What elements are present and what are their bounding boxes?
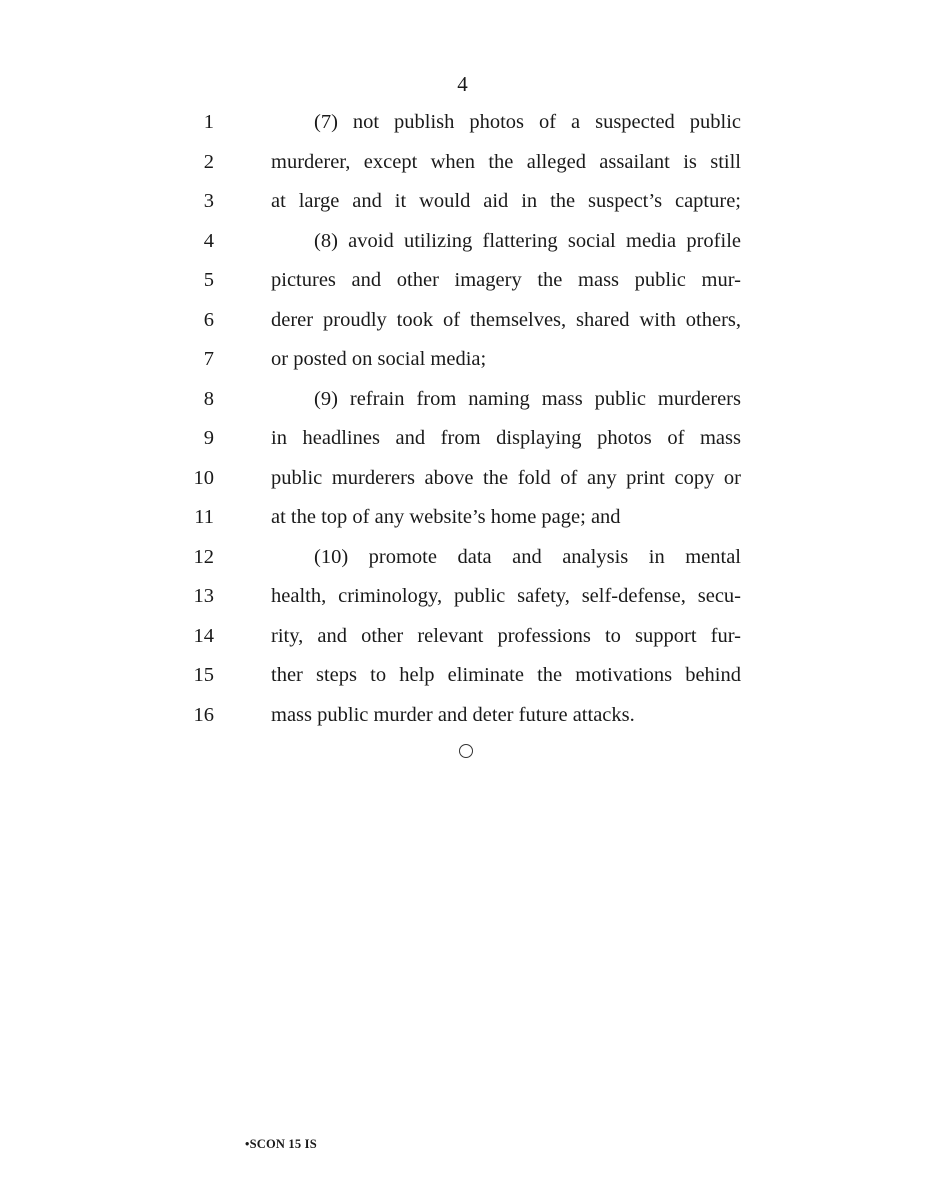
line-text: pictures and other imagery the mass public mur- (271, 269, 741, 291)
text-line (0, 143, 925, 183)
page-number: 4 (457, 72, 468, 96)
line-number: 9 (203, 427, 214, 449)
bill-text-lines (0, 103, 925, 735)
line-number: 3 (203, 190, 214, 212)
line-text: at the top of any website’s home page; and (271, 506, 621, 528)
text-line (0, 419, 925, 459)
line-text: ther steps to help eliminate the motivations behind (271, 664, 741, 686)
line-text: at large and it would aid in the suspect’s capture; (271, 190, 741, 212)
line-text: or posted on social media; (271, 348, 487, 370)
line-text: (8) avoid utilizing flattering social media profile (314, 229, 741, 252)
line-text: (10) promote data and analysis in mental (314, 545, 741, 568)
line-text: mass public murder and deter future attacks. (271, 703, 635, 726)
line-number: 10 (193, 466, 214, 489)
line-number: 4 (203, 229, 214, 252)
text-line (0, 301, 925, 341)
line-number: 1 (203, 111, 214, 133)
text-line (0, 380, 925, 420)
line-number: 2 (203, 150, 214, 173)
line-number: 16 (193, 703, 214, 726)
line-number: 14 (193, 624, 214, 647)
line-text: murderer, except when the alleged assailant is still (271, 150, 741, 173)
text-line (0, 656, 925, 696)
line-number: 13 (193, 585, 214, 607)
text-line (0, 261, 925, 301)
line-text: rity, and other relevant professions to support fur- (271, 624, 741, 647)
text-line (0, 103, 925, 143)
text-line (0, 617, 925, 657)
line-number: 11 (194, 506, 214, 528)
line-text: public murderers above the fold of any print copy or (271, 466, 741, 489)
text-line (0, 459, 925, 499)
line-number: 6 (203, 308, 214, 331)
line-text: (9) refrain from naming mass public murderers (314, 387, 741, 410)
line-number: 15 (193, 664, 214, 686)
line-number: 12 (193, 545, 214, 568)
text-line (0, 696, 925, 736)
line-number: 8 (203, 387, 214, 410)
line-number: 7 (203, 348, 214, 370)
line-text: (7) not publish photos of a suspected public (314, 111, 741, 133)
end-of-document-circle-icon (459, 744, 473, 758)
document-identifier: •SCON 15 IS (245, 1137, 317, 1151)
text-line (0, 538, 925, 578)
text-line (0, 222, 925, 262)
text-line (0, 498, 925, 538)
text-line (0, 182, 925, 222)
line-text: in headlines and from displaying photos of mass (271, 427, 741, 449)
line-text: health, criminology, public safety, self-defense, secu- (271, 585, 741, 607)
text-line (0, 577, 925, 617)
text-line (0, 340, 925, 380)
line-number: 5 (203, 269, 214, 291)
line-text: derer proudly took of themselves, shared with others, (271, 308, 741, 331)
